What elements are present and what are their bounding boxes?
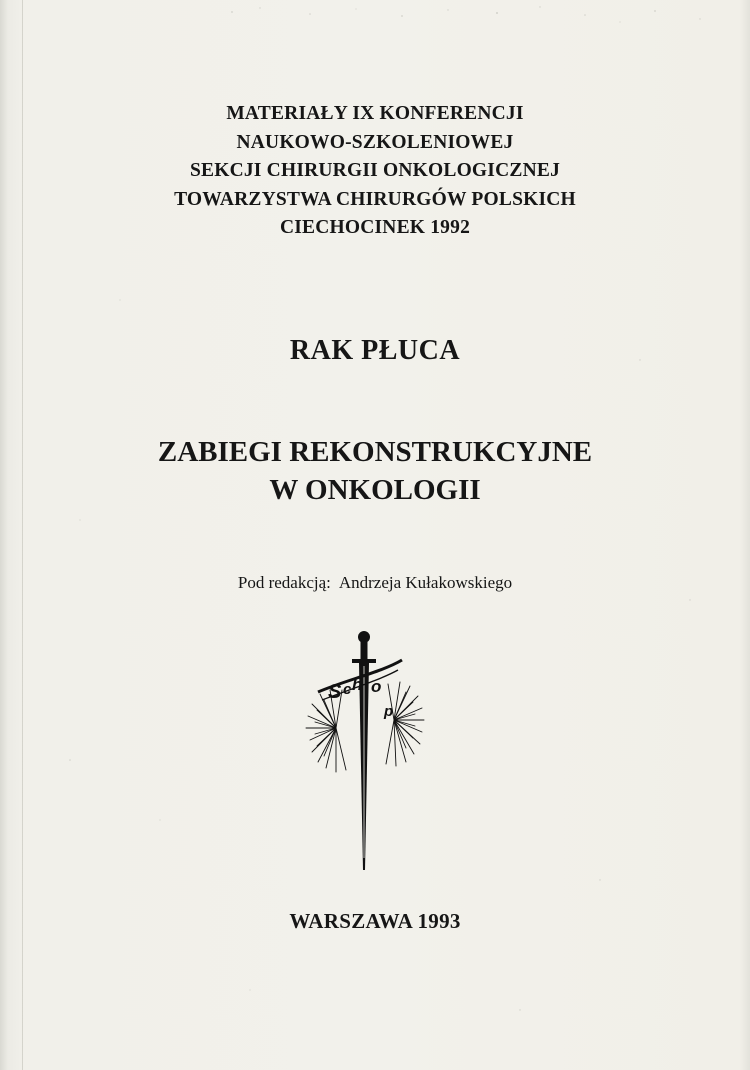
book-title	[0, 433, 750, 509]
header-line: TOWARZYSTWA CHIRURGÓW POLSKICH	[174, 188, 576, 210]
header-line: SEKCJI CHIRURGII ONKOLOGICZNEJ	[189, 160, 561, 181]
scho-dagger-emblem-icon	[298, 628, 430, 878]
header-line: MATERIAŁY IX KONFERENCJI	[226, 103, 524, 124]
header-line: CIECHOCINEK 1992	[279, 217, 471, 238]
svg-text:h: h	[352, 675, 363, 694]
header-line: NAUKOWO-SZKOLENIOWEJ	[236, 131, 514, 153]
editor-name: Andrzeja Kułakowskiego	[338, 573, 513, 592]
title-line: W ONKOLOGII	[269, 474, 481, 506]
svg-text:o: o	[371, 677, 382, 696]
publication-place-year: WARSZAWA 1993	[289, 909, 461, 933]
title-line: ZABIEGI REKONSTRUKCYJNE	[157, 436, 593, 468]
editor-label: Pod redakcją:	[237, 573, 331, 592]
conference-header	[0, 100, 750, 243]
svg-text:S: S	[328, 681, 342, 703]
svg-text:p: p	[384, 703, 394, 720]
svg-text:c: c	[343, 681, 352, 698]
subject-heading: RAK PŁUCA	[289, 335, 461, 366]
editor-credit	[0, 573, 750, 593]
